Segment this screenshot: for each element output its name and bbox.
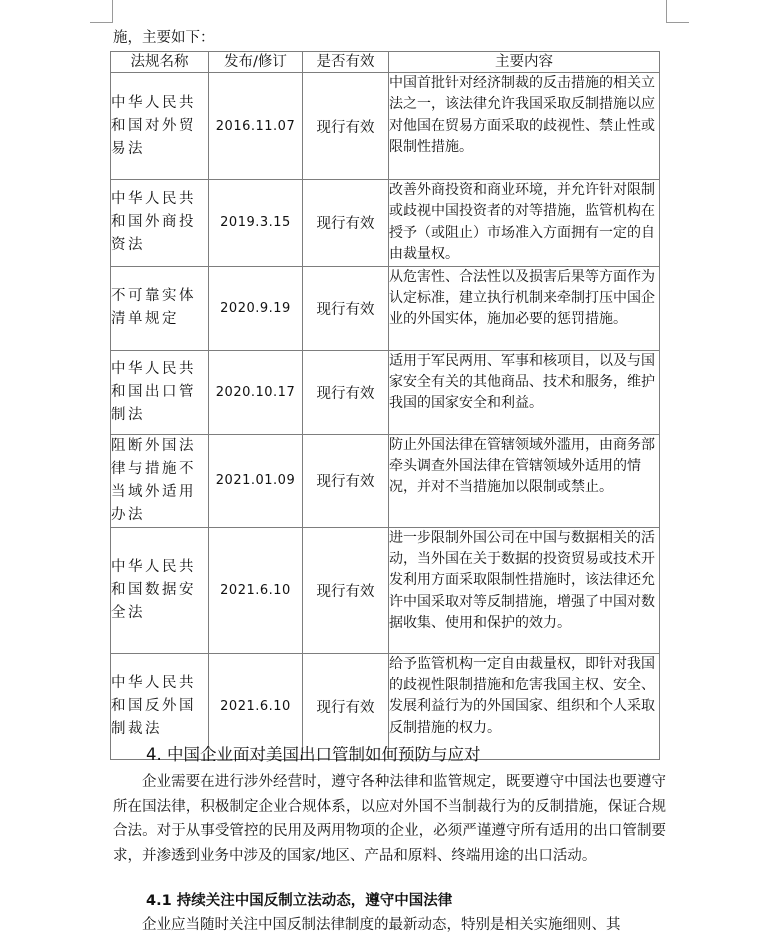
table-row bbox=[111, 180, 660, 267]
regulation-status: 现行有效 bbox=[303, 180, 389, 267]
regulation-status: 现行有效 bbox=[303, 434, 389, 527]
table-row bbox=[111, 266, 660, 350]
regulation-date: 2016.11.07 bbox=[209, 73, 303, 180]
regulation-status: 现行有效 bbox=[303, 266, 389, 350]
intro-text: 施，主要如下： bbox=[113, 30, 215, 46]
regulation-status: 现行有效 bbox=[303, 73, 389, 180]
regulation-content: 防止外国法律在管辖领域外滥用，由商务部牵头调查外国法律在管辖领域外适用的情况，并对不当措施加以限制或禁止。 bbox=[389, 434, 660, 527]
section-4-1-paragraph: 企业应当随时关注中国反制法律制度的最新动态，特别是相关实施细则、其 bbox=[142, 917, 621, 933]
table-row bbox=[111, 350, 660, 434]
regulation-name: 中华人民共和国数据安全法 bbox=[111, 527, 209, 653]
regulation-content: 改善外商投资和商业环境，并允许针对限制或歧视中国投资者的对等措施，监管机构在授予（或阻止）市场准入方面拥有一定的自由裁量权。 bbox=[389, 180, 660, 267]
regulation-content: 给予监管机构一定自由裁量权，即针对我国的歧视性限制措施和危害我国主权、安全、发展利益行为的外国国家、组织和个人采取反制措施的权力。 bbox=[389, 653, 660, 759]
header-date: 发布/修订 bbox=[209, 52, 303, 73]
table-row bbox=[111, 527, 660, 653]
regulation-status: 现行有效 bbox=[303, 527, 389, 653]
page-corner-mark-left bbox=[90, 0, 113, 23]
regulation-content: 适用于军民两用、军事和核项目，以及与国家安全有关的其他商品、技术和服务，维护我国的国家安全和利益。 bbox=[389, 350, 660, 434]
regulation-content: 进一步限制外国公司在中国与数据相关的活动，当外国在关于数据的投资贸易或技术开发利用方面采取限制性措施时，该法律还允许中国采取对等反制措施，增强了中国对数据收集、使用和保护的效力。 bbox=[389, 527, 660, 653]
section-4-1-heading: 4.1 持续关注中国反制立法动态，遵守中国法律 bbox=[146, 893, 453, 909]
table-row bbox=[111, 434, 660, 527]
regulation-name: 中华人民共和国反外国制裁法 bbox=[111, 653, 209, 759]
regulation-date: 2019.3.15 bbox=[209, 180, 303, 267]
page-corner-mark-right bbox=[666, 0, 689, 23]
regulation-date: 2021.6.10 bbox=[209, 527, 303, 653]
header-name: 法规名称 bbox=[111, 52, 209, 73]
section-4-heading: 4. 中国企业面对美国出口管制如何预防与应对 bbox=[146, 745, 481, 764]
regulation-status: 现行有效 bbox=[303, 653, 389, 759]
regulation-date: 2021.01.09 bbox=[209, 434, 303, 527]
regulation-name: 中华人民共和国外商投资法 bbox=[111, 180, 209, 267]
regulation-name: 阻断外国法律与措施不当域外适用办法 bbox=[111, 434, 209, 527]
table-header-row bbox=[111, 52, 660, 73]
regulation-status: 现行有效 bbox=[303, 350, 389, 434]
table-row bbox=[111, 73, 660, 180]
regulation-content: 从危害性、合法性以及损害后果等方面作为认定标准，建立执行机制来牵制打压中国企业的外国实体，施加必要的惩罚措施。 bbox=[389, 266, 660, 350]
regulations-table bbox=[110, 51, 660, 760]
header-status: 是否有效 bbox=[303, 52, 389, 73]
regulation-name: 中华人民共和国出口管制法 bbox=[111, 350, 209, 434]
header-content: 主要内容 bbox=[389, 52, 660, 73]
regulation-date: 2020.9.19 bbox=[209, 266, 303, 350]
regulation-name: 不可靠实体清单规定 bbox=[111, 266, 209, 350]
regulation-date: 2021.6.10 bbox=[209, 653, 303, 759]
regulation-date: 2020.10.17 bbox=[209, 350, 303, 434]
regulation-content: 中国首批针对经济制裁的反击措施的相关立法之一，该法律允许我国采取反制措施以应对他国在贸易方面采取的歧视性、禁止性或限制性措施。 bbox=[389, 73, 660, 180]
regulation-name: 中华人民共和国对外贸易法 bbox=[111, 73, 209, 180]
section-4-paragraph: 企业需要在进行涉外经营时，遵守各种法律和监管规定，既要遵守中国法也要遵守所在国法律，积极制定企业合规体系，以应对外国不当制裁行为的反制措施，保证合规合法。对于从事受管控的民用及两用物项的企业，必须严谨遵守所有适用的出口管制要求，并渗透到业务中涉及的国家/地区、产品和原料、终端用途的出口活动。 bbox=[113, 774, 666, 864]
